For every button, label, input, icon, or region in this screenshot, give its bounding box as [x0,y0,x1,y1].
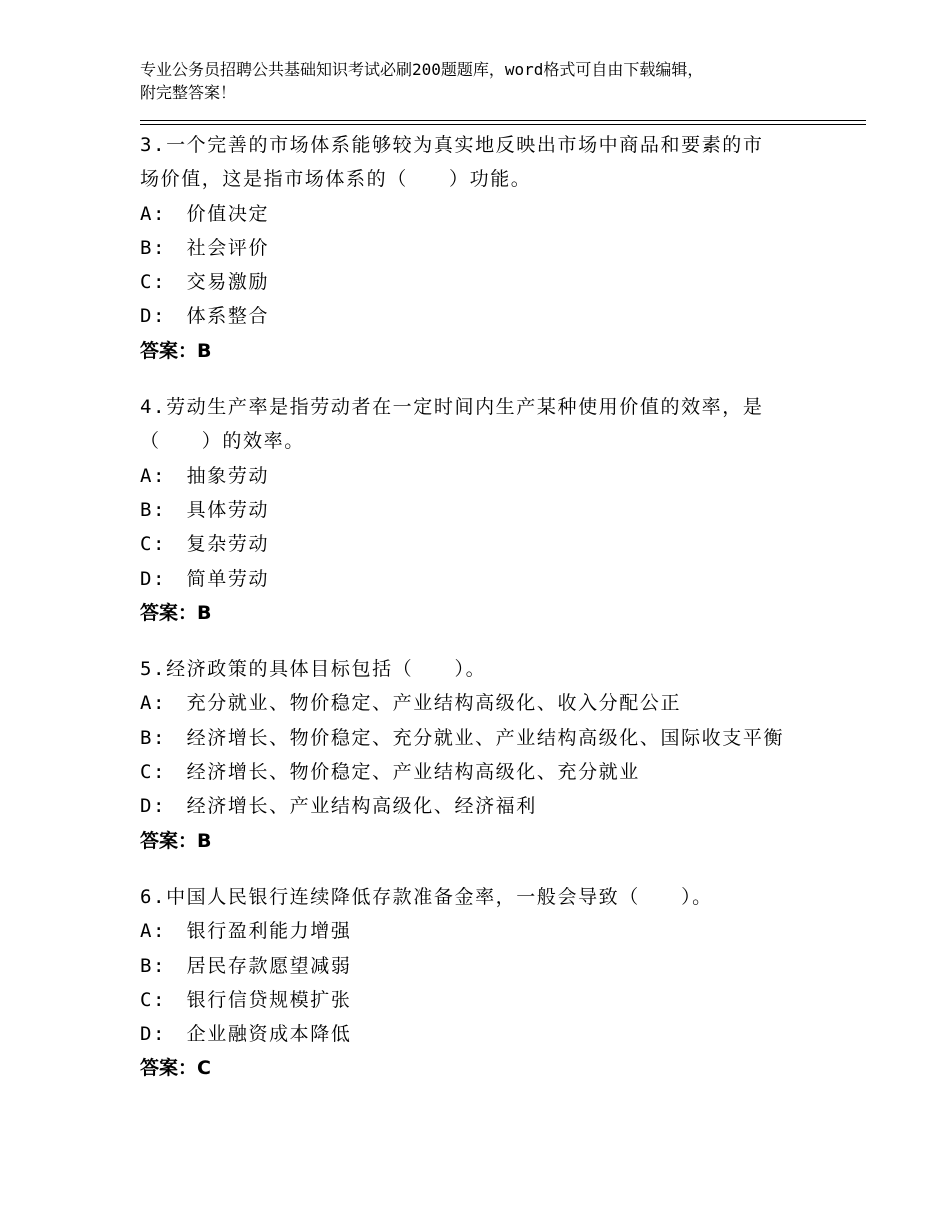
answer-label: 答案：B [140,339,212,362]
option-d: D: 经济增长、产业结构高级化、经济福利 [140,795,537,818]
question-6 [140,880,860,1086]
option-d: D: 体系整合 [140,305,270,328]
option-b: B: 社会评价 [140,236,270,259]
option-a: A: 抽象劳动 [140,464,270,487]
question-stem-line: 6.中国人民银行连续降低存款准备金率，一般会导致（ ）。 [140,885,713,908]
question-3 [140,128,860,368]
answer-label: 答案：B [140,601,212,624]
answer-label: 答案：C [140,1057,211,1080]
option-d: D: 企业融资成本降低 [140,1023,352,1046]
option-a: A: 价值决定 [140,202,270,225]
question-5 [140,652,860,858]
question-4 [140,390,860,630]
question-list [140,128,860,1108]
option-d: D: 简单劳动 [140,567,270,590]
question-stem-line: 5.经济政策的具体目标包括（ ）。 [140,658,487,681]
option-a: A: 银行盈利能力增强 [140,920,352,943]
question-stem-line: 场价值，这是指市场体系的（ ）功能。 [140,168,532,191]
question-stem-line: 4.劳动生产率是指劳动者在一定时间内生产某种使用价值的效率，是 [140,396,764,419]
header-double-rule [140,120,866,125]
answer-label: 答案：B [140,829,212,852]
header-line-2: 附完整答案！ [140,83,237,102]
option-c: C: 交易激励 [140,271,270,294]
option-c: C: 银行信贷规模扩张 [140,988,352,1011]
option-c: C: 经济增长、物价稳定、产业结构高级化、充分就业 [140,761,640,784]
option-b: B: 经济增长、物价稳定、充分就业、产业结构高级化、国际收支平衡 [140,726,785,749]
question-stem-line: （ ）的效率。 [140,430,305,453]
option-b: B: 具体劳动 [140,498,270,521]
page-header [140,58,830,104]
header-line-1: 专业公务员招聘公共基础知识考试必刷200题题库，word格式可自由下载编辑， [140,60,704,79]
option-a: A: 充分就业、物价稳定、产业结构高级化、收入分配公正 [140,692,682,715]
option-c: C: 复杂劳动 [140,533,270,556]
question-stem-line: 3.一个完善的市场体系能够较为真实地反映出市场中商品和要素的市 [140,134,764,156]
option-b: B: 居民存款愿望减弱 [140,954,352,977]
